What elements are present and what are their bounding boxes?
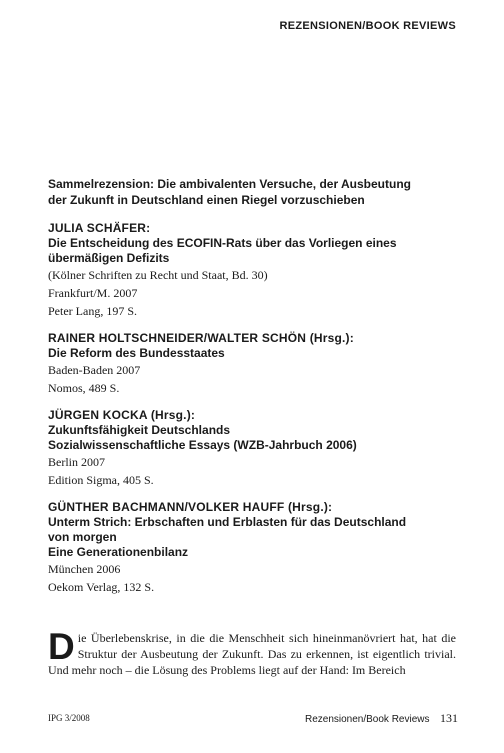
page-footer bbox=[48, 711, 458, 727]
book-title-line: übermäßigen Defizits bbox=[48, 251, 170, 265]
book-detail: Berlin 2007 bbox=[48, 455, 105, 469]
drop-cap: D bbox=[48, 626, 75, 667]
book-title-line: Zukunftsfähigkeit Deutschlands bbox=[48, 423, 231, 437]
journal-issue: IPG 3/2008 bbox=[48, 713, 90, 723]
book-detail: Frankfurt/M. 2007 bbox=[48, 286, 138, 300]
book-title-line: Unterm Strich: Erbschaften und Erblasten für das Deutschland bbox=[48, 515, 407, 529]
section-label: Rezensionen/Book Reviews bbox=[304, 714, 430, 725]
review-entry bbox=[48, 330, 458, 397]
review-author: RAINER HOLTSCHNEIDER/WALTER SCHÖN (Hrsg.): bbox=[48, 331, 354, 345]
review-entry bbox=[48, 407, 458, 489]
page-number: 131 bbox=[440, 711, 458, 725]
body-paragraph bbox=[48, 626, 456, 678]
review-author: GÜNTHER BACHMANN/VOLKER HAUFF (Hrsg.): bbox=[48, 500, 333, 514]
title-line: Sammelrezension: Die ambivalenten Versuche, der Ausbeutung bbox=[48, 177, 411, 191]
book-detail: Baden-Baden 2007 bbox=[48, 363, 141, 377]
review-entry bbox=[48, 220, 458, 320]
title-line: der Zukunft in Deutschland einen Riegel vorzuschieben bbox=[48, 193, 365, 207]
book-title-line: Die Entscheidung des ECOFIN-Rats über das Vorliegen eines bbox=[48, 236, 397, 250]
body-text: ie Überlebenskrise, in die die Menschheit sich hineinmanövriert hat, hat die Struktur der Ausbeutung der Zukunft. Das zu erkennen, ist eigentlich trivial. Und mehr noch – die Lösung des Problems liegt auf der Hand: Im Bereich bbox=[48, 631, 456, 677]
footer-right bbox=[305, 711, 458, 726]
book-detail: Edition Sigma, 405 S. bbox=[48, 473, 154, 487]
running-head: REZENSIONEN/BOOK REVIEWS bbox=[279, 20, 456, 32]
book-detail: Oekom Verlag, 132 S. bbox=[48, 580, 155, 594]
book-title-line: Die Reform des Bundesstaates bbox=[48, 346, 225, 360]
book-title-line: von morgen bbox=[48, 530, 117, 544]
book-detail: (Kölner Schriften zu Recht und Staat, Bd. 30) bbox=[48, 268, 268, 282]
review-content bbox=[48, 176, 458, 606]
review-author: JÜRGEN KOCKA (Hrsg.): bbox=[48, 408, 196, 422]
book-detail: München 2006 bbox=[48, 562, 121, 576]
book-title-line: Sozialwissenschaftliche Essays (WZB-Jahrbuch 2006) bbox=[48, 438, 357, 452]
book-title-line: Eine Generationenbilanz bbox=[48, 545, 189, 559]
book-detail: Nomos, 489 S. bbox=[48, 381, 120, 395]
book-detail: Peter Lang, 197 S. bbox=[48, 304, 137, 318]
review-entry bbox=[48, 499, 458, 596]
review-author: JULIA SCHÄFER: bbox=[48, 221, 151, 235]
collective-review-title bbox=[48, 176, 458, 208]
